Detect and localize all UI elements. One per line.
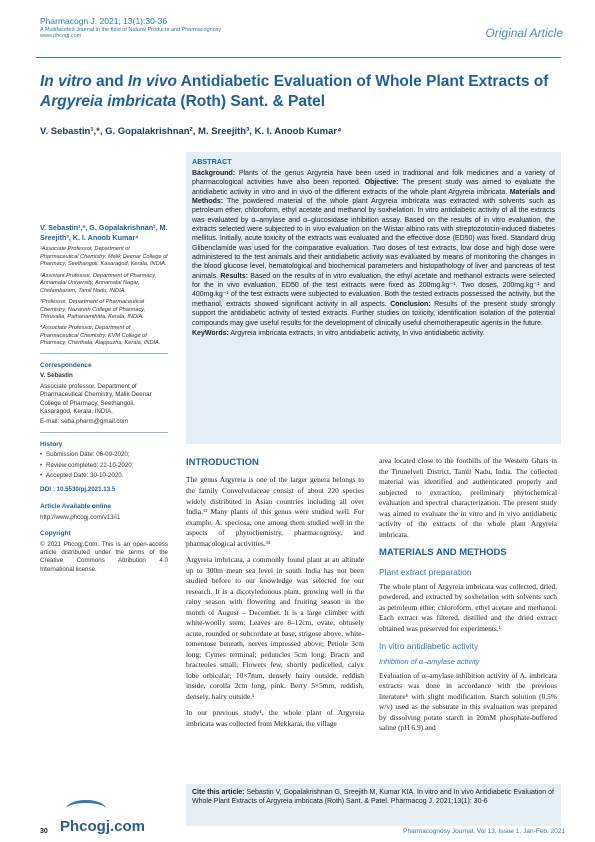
paragraph: The whole plant of Argyreia imbricata was collected, dried, powdered, and extracted by soxhelation with solvents such as petroleum ether, chloroform, ethyl acetate and methanol. Each extract was filtered, distilled and the dried extract obtained was preserved for experiments.¹ bbox=[379, 581, 557, 633]
page-header bbox=[40, 16, 570, 56]
paragraph: Argyreia imbricata, a commonly found plant at an altitude up to 300m mean sea level in south India has not been studied before to our knowledge was selected for our research. It is a dicotyledonous plant, growing well in the rainy season with flowering and fruiting season in the month of August – December. It is a large climber with white-woolly stem; Leaves are 8–12cm, ovate, obtusely acute, rounded or subcordate at base, strigose above, white-tomentose beneath, nerves impressed above; Petiole 3cm long; Cymes terminal; peduncles 5cm long; Bracts and bracteoles small; Flowers few, shortly pedicelled, calyx lobe orbicular; 10×7mm, densely hairy outside, reddish inside, corolla 2cm long, pink. Berry 5×5mm, reddish, densely, hairy outside.¹ bbox=[186, 555, 364, 701]
title-segment: Argyreia imbricata bbox=[40, 93, 177, 111]
section-heading-materials-methods: MATERIALS AND METHODS bbox=[379, 547, 507, 559]
abstract-text: The powdered material of the whole plant Argyreia imbricata was extracted with solvents such as petroleum ether, chloroform, ethyl acetate and methanol by soxhelation. In vitro antidiabetic activity of all the extracts was evaluated by α–amylase and α–glucosidase inhibition assay. Based on the results of in vitro evaluation, the extracts selected were subjected to in vivo evaluation on the Wistar albino rats with streptozotocin-induced diabetes mellitus. Initially, acute toxicity of the extracts was evaluated and the effective dose (ED50) was fixed. Standard drug Glibenclamide was used for the comparative evaluation. Two doses of test extracts, low dose and high dose were administered to the test animals and their antidiabetic activity was evaluated by means of monitoring the changes in the blood glucose level, hematological and biochemical parameters and histopathology of liver and pancreas of test animals. bbox=[192, 198, 555, 280]
divider bbox=[40, 432, 168, 433]
abstract-body bbox=[192, 169, 555, 328]
journal-url[interactable]: www.phcogj.com bbox=[40, 33, 82, 39]
subsubsection-heading: Inhibition of α–amylase activity bbox=[379, 657, 480, 667]
affiliation: ²Assistant Professor, Department of Pharmacy, Annamalai University, Annamalai Nagar, Chidambaram, Tamil Nadu, INDIA. bbox=[40, 272, 157, 294]
subsection-heading: Plant extract preparation bbox=[379, 566, 472, 577]
abstract-heading: ABSTRACT bbox=[192, 157, 232, 166]
abstract-label: Background: bbox=[192, 170, 236, 177]
history-item: • Review completed: 22-10-2020; bbox=[40, 462, 168, 470]
body-column-right bbox=[379, 456, 557, 740]
paragraph: In our previous study¹, the whole plant of Argyreia imbricata was collected from Mekkarai, the village bbox=[186, 708, 364, 728]
body-column-left bbox=[186, 456, 364, 735]
page-number: 30 bbox=[40, 828, 48, 835]
abstract-text: Results of the present study strongly support the antidiabetic activity of tested extracts. Further studies on toxicity, identification isolation of the potential compounds may give useful results for the development of clinically useful chemotherapeutic agents in the future. bbox=[192, 300, 555, 327]
author-list: V. Sebastin¹,*, G. Gopalakrishnan², M. Sreejith³, K. I. Anoob Kumar⁴ bbox=[40, 126, 342, 137]
journal-logo: Phcogj.com bbox=[60, 818, 146, 835]
paragraph: area located close to the foothills of the Western Ghats in the Tirunelveli District, Tamil Nadu, India. The collected material was identified and authenticated properly and subjected to extraction, preliminary phytochemical evaluation and spectral characterization. The present study was aimed to evaluate the in vitro and in vivo antidiabetic activity of the extracts of the whole plant Argyreia imbricata. bbox=[379, 456, 557, 539]
cite-this-article-box bbox=[186, 784, 561, 826]
abstract-text: Plants of the genus Argyreia have been used in traditional and folk medicines and a variety of pharmacological activities have also been reported. bbox=[192, 170, 555, 187]
logo-arc-icon bbox=[66, 800, 106, 818]
abstract-label: Materials and Methods: bbox=[192, 188, 555, 206]
doi[interactable]: DOI : 10.5530/pj.2021.13.5 bbox=[40, 486, 116, 494]
abstract-label: Conclusion: bbox=[390, 300, 431, 308]
abstract-label: Results: bbox=[220, 272, 248, 280]
correspondence-heading: Correspondence bbox=[40, 361, 92, 369]
title-segment: and bbox=[91, 73, 128, 90]
keywords bbox=[192, 329, 555, 338]
abstract-box bbox=[186, 152, 561, 444]
copyright-text: © 2021 Phcogj.Com. This is an open-access article distributed under the terms of the Creative Commons Attribution 4.0 International license. bbox=[40, 540, 168, 573]
abstract-label: Objective: bbox=[364, 179, 399, 187]
title-segment: Antidiabetic Evaluation of Whole Plant Extracts of bbox=[176, 73, 549, 90]
history-heading: History bbox=[40, 440, 63, 448]
paragraph: Evaluation of α–amylase inhibition activity of A. imbricata extracts was done in accordance with the previous literature⁶ with slight modification. Starch solution (0.5% w/v) used as the substrate in this evaluation was prepared by dissolving potato starch in 20mM phosphate-buffered saline (pH 6.9) and bbox=[379, 670, 557, 733]
keywords-text: Argyreia imbricata extracts, In vitro antidiabetic activity, In vivo antidiabetic activity. bbox=[228, 329, 485, 337]
article-title bbox=[40, 72, 560, 112]
footer-journal: Pharmacognosy Journal, Vol 13, Issue 1, Jan-Feb, 2021 bbox=[403, 828, 565, 835]
history-item: • Accepted Date: 30-10-2020. bbox=[40, 472, 168, 480]
title-segment: In vivo bbox=[127, 73, 177, 90]
cite-label: Cite this article: bbox=[192, 789, 245, 796]
sidebar bbox=[40, 223, 168, 574]
copyright-heading: Copyright bbox=[40, 529, 71, 537]
correspondence-name: V. Sebastin bbox=[40, 372, 73, 380]
sidebar-authors: V. Sebastin¹,*, G. Gopalakrishnan², M. Sreejith³, K. I. Anoob Kumar⁴ bbox=[40, 223, 168, 242]
title-segment: (Roth) Sant. & Patel bbox=[176, 93, 326, 111]
email-link[interactable]: E-mail: seba.pharm@gmail.com bbox=[40, 418, 129, 426]
keywords-label: KeyWords: bbox=[192, 329, 229, 337]
abstract-text: Based on the results of in vitro evaluation, the ethyl acetate and methanol extracts were selected for the in vivo evaluation. ED50 of the test extracts were fixed as 200mg.kg⁻¹. Two doses, 200mg.kg⁻¹ and 400mg.kg⁻¹ of the test extracts were subjected to evaluation. Both the tested extracts possessed the activity, but the methanol, extracts showed significant activity in all aspects. bbox=[192, 272, 555, 308]
header-divider bbox=[36, 57, 561, 58]
article-type-label: Original Article bbox=[485, 26, 563, 40]
abstract-text: The present study was aimed to evaluate the antidiabetic activity in vitro and in vivo of the different extracts of the whole plant Argyreia imbricata. bbox=[192, 179, 556, 196]
online-url[interactable]: http://www.phcogj.com/v13/i1 bbox=[40, 513, 121, 521]
affiliation: ⁴Associate Professor, Department of Pharmaceutical Chemistry, KVM College of Pharmacy, Cherthala, Alappuzha, Kerala, INDIA. bbox=[40, 325, 161, 347]
journal-citation-line: Pharmacogn J. 2021; 13(1):30-36 bbox=[40, 16, 168, 26]
history-item: • Submission Date: 06-09-2020; bbox=[40, 451, 168, 459]
online-heading: Article Available online bbox=[40, 502, 112, 510]
correspondence-address: Associate professor, Department of Pharmaceutical Chemistry, Malik Deenar College of Pharmacy, Seethangoli, Kasaragod, Kerala, INDIA. bbox=[40, 382, 152, 415]
affiliation: ¹Associate Professor, Department of Pharmaceutical Chemistry, Malik Deenar College of Pharmacy, Seethangoli, Kasaragod, Kerala, INDIA. bbox=[40, 246, 168, 268]
title-segment: In vitro bbox=[40, 73, 92, 90]
subsection-heading: In vitro antidiabetic activity bbox=[379, 641, 479, 652]
divider bbox=[40, 353, 168, 354]
section-heading-introduction: INTRODUCTION bbox=[186, 457, 259, 468]
paragraph: The genus Argyreia is one of the larger genera belongs to the family Convolvulaceae consist of about 220 species widely distributed in Asian countries including all over India.¹² Many plants of this genus were studied well. For example, A. speciosa, one among them studied well in the aspects of phytochemistry, pharmacognosy, and pharmacological activities.³⁴ bbox=[186, 475, 364, 548]
affiliation: ³Professor, Department of Pharmaceutical Chemistry, Nazareth College of Pharmacy, Thiruvalla, Pathanamthitta, Kerala, INDIA. bbox=[40, 299, 146, 320]
cite-text: Sebastin V, Gopalakrishnan G, Sreejith M, Kumar KIA. In vitro and In vivo Antidiabetic Evaluation of Whole Plant Extracts of Argyreia imbricata (Roth) Sant. & Patel. Pharmacog J. 2021;13(1): 30-6 bbox=[192, 789, 554, 806]
journal-subtitle: A Multifaceted Journal in the field of Natural Products and Pharmacognosy bbox=[40, 27, 222, 33]
